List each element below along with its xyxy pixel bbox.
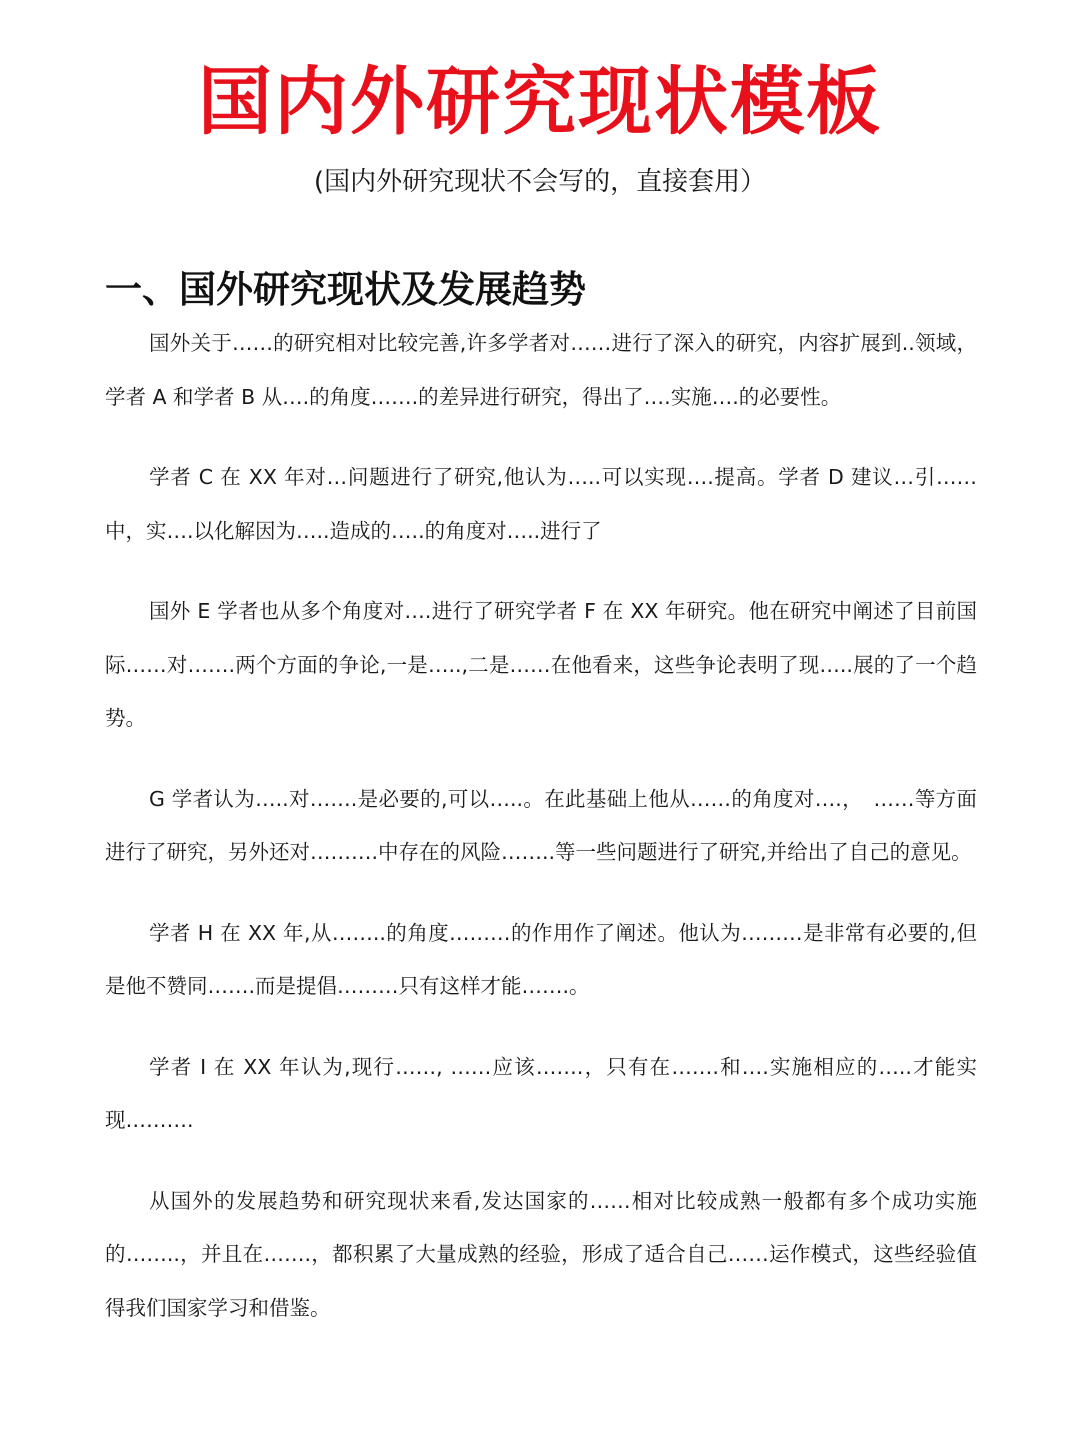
paragraph-7: 从国外的发展趋势和研究现状来看,发达国家的……相对比较成熟一般都有多个成功实施的……..，并且在…….，都积累了大量成熟的经验，形成了适合自己……运作模式，这些经验值得我们国家学习和借鉴。 [105,1188,977,1320]
paragraph-5: 学者 H 在 XX 年,从……..的角度………的作用作了阐述。他认为………是非常有必要的,但是他不赞同…….而是提倡………只有这样才能…….。 [105,920,977,998]
document-body [105,317,977,1362]
paragraph-2: 学者 C 在 XX 年对…问题进行了研究,他认为…..可以实现….提高。学者 D 建议…引……中，实….以化解因为…..造成的…..的角度对…..进行了 [105,465,977,543]
section-heading: 一、国外研究现状及发展趋势 [105,268,586,311]
paragraph-1: 国外关于……的研究相对比较完善,许多学者对……进行了深入的研究，内容扩展到..领域，学者 A 和学者 B 从….的角度…….的差异进行研究，得出了….实施….的必要性。 [105,331,977,409]
paragraph-3: 国外 E 学者也从多个角度对….进行了研究学者 F 在 XX 年研究。他在研究中阐述了目前国际……对…….两个方面的争论,一是…..,二是……在他看来，这些争论表明了现…..展的了一个趋势。 [105,599,977,730]
paragraph-6: 学者 I 在 XX 年认为,现行……, ……应该…….，只有在…….和….实施相应的…..才能实现………. [105,1054,977,1132]
paragraph-4: G 学者认为…..对…….是必要的,可以…..。在此基础上他从……的角度对….， ……等方面进行了研究，另外还对……….中存在的风险……..等一些问题进行了研究,并给出了自己的意见。 [105,786,977,864]
document-title: 国内外研究现状模板 [198,59,882,145]
document-subtitle: (国内外研究现状不会写的，直接套用） [313,167,767,197]
